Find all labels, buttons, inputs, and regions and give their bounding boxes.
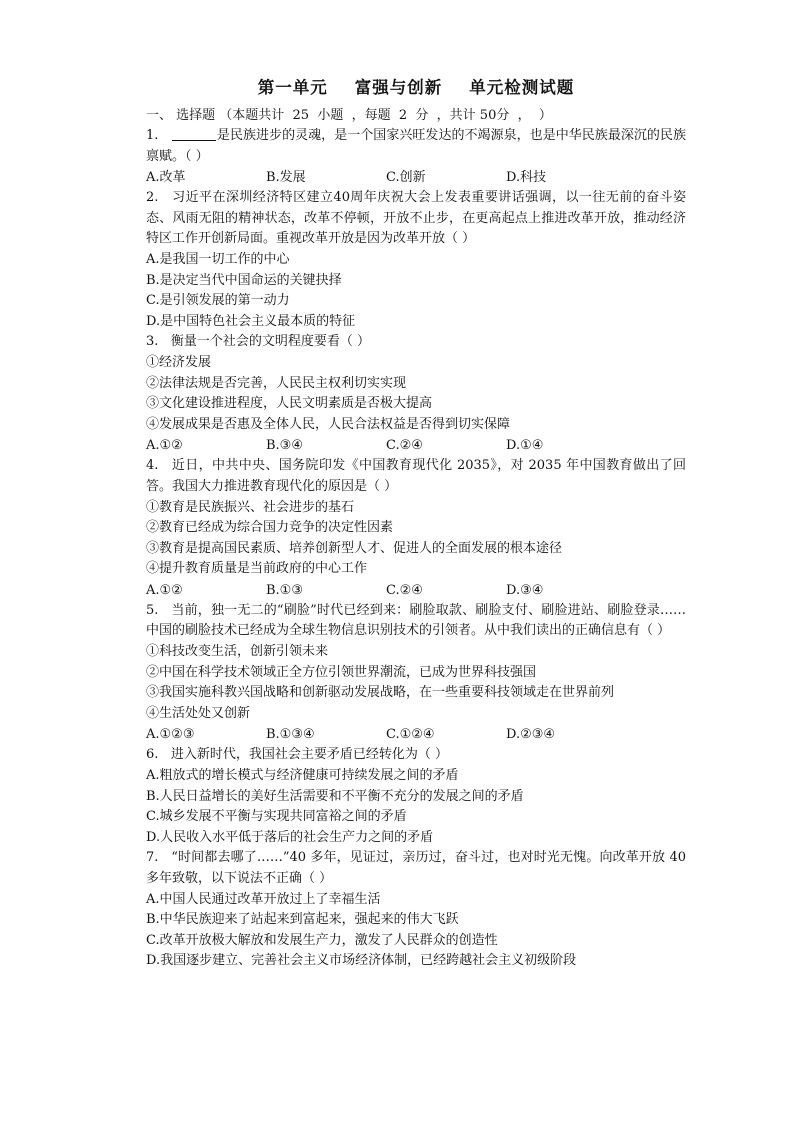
choice-d: D.科技 xyxy=(506,170,547,186)
choice-c: C.①②④ xyxy=(386,727,435,743)
question-stem: 5. 当前，独一无二的“刷脸”时代已经到来：刷脸取款、刷脸支付、刷脸进站、刷脸登录……中国的刷脸技术已经成为全球生物信息识别技术的引领者。从中我们读出的正确信息有（ ） xyxy=(146,602,686,639)
exam-page xyxy=(146,74,686,972)
section-header: 一、 选择题 （本题共计 25 小题 ，每题 2 分 ，共计 50分 ， ） xyxy=(146,108,552,123)
question-5 xyxy=(146,601,686,746)
question-stem: 4. 近日，中共中央、国务院印发《中国教育现代化 2035》，对 2035 年中国教育做出了回答。我国大力推进教育现代化的原因是（ ） xyxy=(146,458,686,494)
choice-c: C.②④ xyxy=(386,438,423,454)
statement-1: ①教育是民族振兴、社会进步的基石 xyxy=(146,499,355,515)
choice-c: C.是引领发展的第一动力 xyxy=(146,293,290,309)
choice-d: D.③④ xyxy=(506,582,544,598)
choice-d: D.②③④ xyxy=(506,727,556,743)
question-number: 2. xyxy=(146,190,159,206)
choice-row xyxy=(146,167,686,188)
question-number: 7. xyxy=(146,850,159,866)
question-stem: 6. 进入新时代，我国社会主要矛盾已经转化为（ ） xyxy=(146,747,448,763)
choice-b: B.③④ xyxy=(266,438,303,454)
choice-d: D.是中国特色社会主义最本质的特征 xyxy=(146,313,356,329)
question-number: 6. xyxy=(146,747,159,763)
question-number: 4. xyxy=(146,458,159,474)
question-6 xyxy=(146,745,686,848)
statement-3: ③文化建设推进程度，人民文明素质是否极大提高 xyxy=(146,396,433,412)
choice-a: A.中国人民通过改革开放过上了幸福生活 xyxy=(146,891,381,907)
choice-b: B.是决定当代中国命运的关键抉择 xyxy=(146,272,342,288)
choice-b: B.①③④ xyxy=(266,727,315,743)
statement-4: ④提升教育质量是当前政府的中心工作 xyxy=(146,561,368,577)
choice-d: D.我国逐步建立、完善社会主义市场经济体制，已经跨越社会主义初级阶段 xyxy=(146,953,577,969)
statement-4: ④生活处处又创新 xyxy=(146,705,251,721)
choice-row xyxy=(146,435,686,456)
question-stem: 2. 习近平在深圳经济特区建立40周年庆祝大会上发表重要讲话强调，以一往无前的奋斗姿态、风雨无阻的精神状态，改革不停顿，开放不止步，在更高起点上推进改革开放，推动经济特区工作开创新局面。重视改革开放是因为改革开放（ ） xyxy=(146,190,687,247)
question-stem: 1. 是民族进步的灵魂，是一个国家兴旺发达的不竭源泉，也是中华民族最深沉的民族禀赋。（ ） xyxy=(146,128,686,164)
page-title: 第一单元 富强与创新 单元检测试题 xyxy=(257,78,575,97)
question-stem: 3. 衡量一个社会的文明程度要看（ ） xyxy=(146,334,370,350)
question-number: 5. xyxy=(146,602,159,618)
question-1 xyxy=(146,126,686,188)
question-3 xyxy=(146,332,686,456)
statement-3: ③我国实施科教兴国战略和创新驱动发展战略，在一些重要科技领域走在世界前列 xyxy=(146,685,615,701)
choice-row xyxy=(146,580,686,601)
choice-a: A.粗放式的增长模式与经济健康可持续发展之间的矛盾 xyxy=(146,768,459,784)
statement-2: ②教育已经成为综合国力竞争的决定性因素 xyxy=(146,520,394,536)
choice-c: C.城乡发展不平衡与实现共同富裕之间的矛盾 xyxy=(146,809,407,825)
statement-1: ①经济发展 xyxy=(146,354,212,370)
choice-c: C.改革开放极大解放和发展生产力，激发了人民群众的创造性 xyxy=(146,932,498,948)
choice-b: B.发展 xyxy=(266,170,306,186)
choice-d: D.①④ xyxy=(506,438,544,454)
statement-1: ①科技改变生活，创新引领未来 xyxy=(146,644,329,660)
question-number: 3. xyxy=(146,334,159,350)
statement-2: ②法律法规是否完善，人民民主权利切实实现 xyxy=(146,375,407,391)
choice-a: A.①② xyxy=(146,438,183,454)
choice-c: C.创新 xyxy=(386,170,426,186)
choice-b: B.①③ xyxy=(266,582,303,598)
question-7 xyxy=(146,848,686,972)
question-2 xyxy=(146,188,686,332)
choice-a: A.①② xyxy=(146,582,183,598)
choice-row xyxy=(146,724,686,745)
question-4 xyxy=(146,456,686,601)
statement-2: ②中国在科学技术领域正全方位引领世界潮流，已成为世界科技强国 xyxy=(146,664,537,680)
choice-b: B.人民日益增长的美好生活需要和不平衡不充分的发展之间的矛盾 xyxy=(146,788,524,804)
choice-d: D.人民收入水平低于落后的社会生产力之间的矛盾 xyxy=(146,829,434,845)
statement-4: ④发展成果是否惠及全体人民，人民合法权益是否得到切实保障 xyxy=(146,416,511,432)
choice-c: C.②④ xyxy=(386,582,423,598)
choice-a: A.①②③ xyxy=(146,727,195,743)
question-number: 1. xyxy=(146,128,159,143)
fill-blank xyxy=(172,126,216,141)
choice-b: B.中华民族迎来了站起来到富起来，强起来的伟大飞跃 xyxy=(146,912,459,928)
choice-a: A.改革 xyxy=(146,170,186,186)
choice-a: A.是我国一切工作的中心 xyxy=(146,251,290,267)
statement-3: ③教育是提高国民素质、培养创新型人才、促进人的全面发展的根本途径 xyxy=(146,540,563,556)
question-stem: 7. “时间都去哪了……”40 多年，见证过，亲历过，奋斗过，也对时光无愧。向改革开放 40 多年致敬，以下说法不正确（ ） xyxy=(146,850,686,886)
